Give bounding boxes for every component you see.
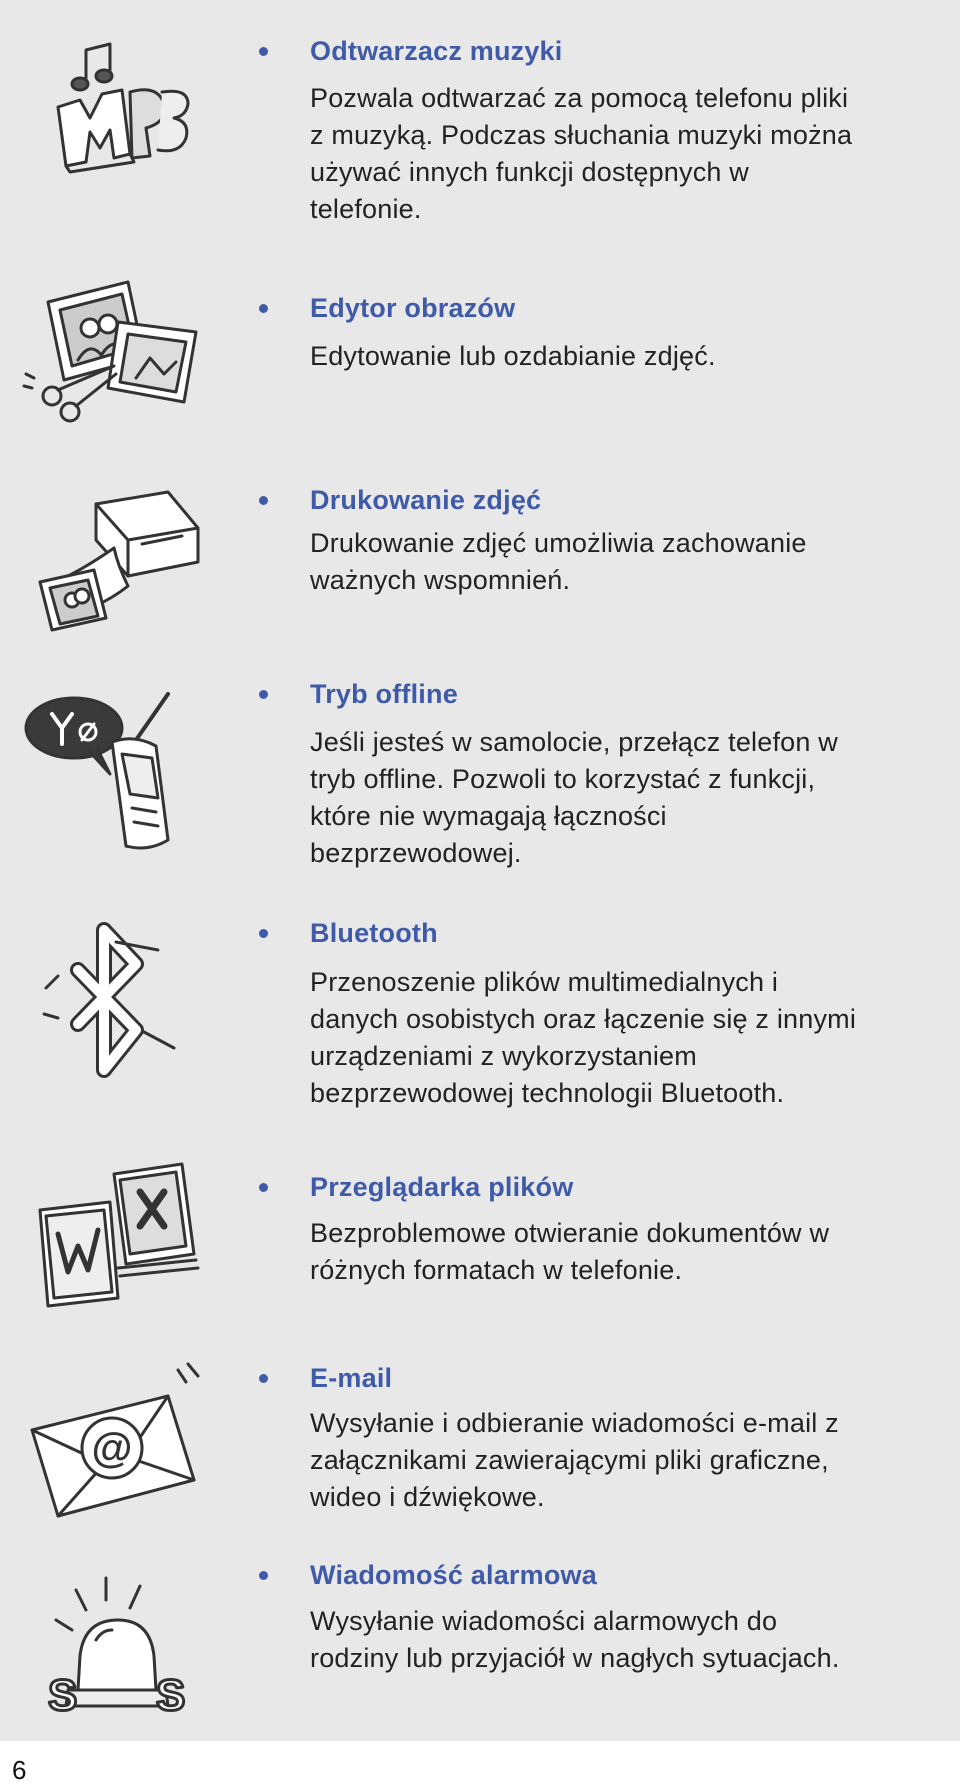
description-line: bezprzewodowej technologii Bluetooth.: [310, 1078, 785, 1108]
email-envelope-icon: [18, 1360, 208, 1530]
feature-description: [310, 964, 950, 1112]
description-line: Bezproblemowe otwieranie dokumentów w: [310, 1218, 830, 1248]
feature-title: Przeglądarka plików: [310, 1172, 574, 1202]
bullet: [259, 1183, 268, 1192]
offline-phone-icon: [18, 690, 208, 860]
feature-description: [310, 338, 950, 375]
bullet: [259, 304, 268, 313]
feature-title: Tryb offline: [310, 679, 458, 709]
description-line: które nie wymagają łączności: [310, 801, 667, 831]
svg-text:S: S: [48, 1671, 78, 1720]
feature-title: E-mail: [310, 1363, 393, 1393]
description-line: Edytowanie lub ozdabianie zdjęć.: [310, 341, 716, 371]
description-line: danych osobistych oraz łączenie się z innymi: [310, 1004, 857, 1034]
feature-title: Wiadomość alarmowa: [310, 1560, 597, 1590]
feature-description: [310, 724, 950, 872]
description-line: urządzeniami z wykorzystaniem: [310, 1041, 697, 1071]
feature-title: Drukowanie zdjęć: [310, 485, 542, 515]
description-line: Drukowanie zdjęć umożliwia zachowanie: [310, 528, 807, 558]
feature-description: [310, 1603, 950, 1677]
bullet: [259, 496, 268, 505]
description-line: Pozwala odtwarzać za pomocą telefonu pliki: [310, 83, 849, 113]
description-line: rodziny lub przyjaciół w nagłych sytuacjach.: [310, 1643, 840, 1673]
svg-text:@: @: [91, 1424, 133, 1471]
description-line: z muzyką. Podczas słuchania muzyki można: [310, 120, 853, 150]
description-line: Wysyłanie i odbieranie wiadomości e-mail z: [310, 1408, 839, 1438]
description-line: używać innych funkcji dostępnych w: [310, 157, 750, 187]
bullet: [259, 929, 268, 938]
description-line: wideo i dźwiękowe.: [310, 1482, 545, 1512]
bluetooth-icon: [18, 920, 208, 1090]
page-number: 6: [12, 1755, 27, 1785]
feature-description: [310, 525, 950, 599]
sos-alarm-icon: [18, 1560, 208, 1730]
bullet: [259, 1571, 268, 1580]
printer-icon: [18, 470, 208, 640]
document-files-icon: [18, 1150, 208, 1320]
photo-scissors-icon: [18, 262, 208, 432]
description-line: Wysyłanie wiadomości alarmowych do: [310, 1606, 778, 1636]
bullet: [259, 690, 268, 699]
mp3-music-icon: [18, 22, 208, 192]
feature-description: [310, 1215, 950, 1289]
bullet: [259, 1374, 268, 1383]
description-line: Przenoszenie plików multimedialnych i: [310, 967, 779, 997]
feature-title: Odtwarzacz muzyki: [310, 36, 563, 66]
description-line: załącznikami zawierającymi pliki graficzne,: [310, 1445, 829, 1475]
description-line: różnych formatach w telefonie.: [310, 1255, 683, 1285]
feature-description: [310, 80, 950, 228]
description-line: Jeśli jesteś w samolocie, przełącz telefon w: [310, 727, 839, 757]
description-line: bezprzewodowej.: [310, 838, 522, 868]
description-line: ważnych wspomnień.: [310, 565, 571, 595]
bullet: [259, 47, 268, 56]
description-line: telefonie.: [310, 194, 422, 224]
svg-text:S: S: [156, 1671, 186, 1720]
feature-title: Edytor obrazów: [310, 293, 516, 323]
feature-description: [310, 1405, 950, 1516]
feature-title: Bluetooth: [310, 918, 438, 948]
description-line: tryb offline. Pozwoli to korzystać z funkcji,: [310, 764, 816, 794]
